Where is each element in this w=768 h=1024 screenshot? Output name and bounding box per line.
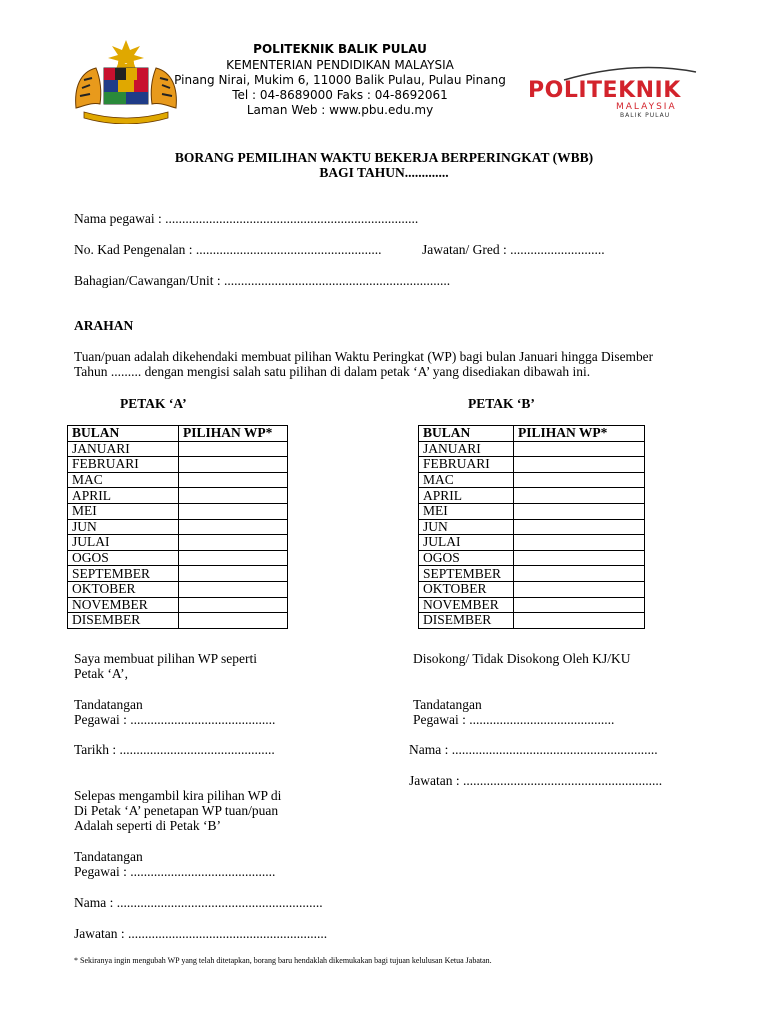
wp-choice-cell[interactable] xyxy=(514,472,645,488)
left-choice-line-1: Saya membuat pilihan WP seperti xyxy=(74,651,257,666)
month-cell: JUN xyxy=(419,519,514,535)
wp-choice-cell[interactable] xyxy=(179,566,288,582)
ministry-name: KEMENTERIAN PENDIDIKAN MALAYSIA xyxy=(226,58,454,72)
month-cell: FEBRUARI xyxy=(68,457,179,473)
field-bahagian[interactable]: Bahagian/Cawangan/Unit : ................................................................... xyxy=(74,273,451,288)
table-row xyxy=(419,535,645,551)
right-signature-label: Tandatangan xyxy=(413,697,482,712)
month-cell: NOVEMBER xyxy=(68,597,179,613)
table-row xyxy=(419,597,645,613)
form-title: BORANG PEMILIHAN WAKTU BEKERJA BERPERINGKAT (WBB) xyxy=(174,150,594,165)
field-kad-pengenalan[interactable]: No. Kad Pengenalan : ....................................................... xyxy=(74,242,382,257)
table-row xyxy=(419,441,645,457)
wp-choice-cell[interactable] xyxy=(179,472,288,488)
wp-choice-cell[interactable] xyxy=(514,457,645,473)
table-header-row xyxy=(68,426,288,442)
table-row xyxy=(68,519,288,535)
table-row xyxy=(68,597,288,613)
left-choice-line-2: Petak ‘A’, xyxy=(74,666,128,681)
month-cell: APRIL xyxy=(68,488,179,504)
table-row xyxy=(68,566,288,582)
wp-choice-cell[interactable] xyxy=(179,457,288,473)
petak-a-table xyxy=(67,425,288,629)
wp-choice-cell[interactable] xyxy=(514,519,645,535)
wp-choice-cell[interactable] xyxy=(514,488,645,504)
month-cell: MEI xyxy=(68,503,179,519)
arahan-line-1: Tuan/puan adalah dikehendaki membuat pilihan Waktu Peringkat (WP) bagi bulan Januari hingga Disember xyxy=(74,349,654,364)
month-cell: OKTOBER xyxy=(419,581,514,597)
wp-choice-cell[interactable] xyxy=(514,566,645,582)
field-jawatan-gred[interactable]: Jawatan/ Gred : ............................ xyxy=(422,242,605,257)
table-row xyxy=(419,581,645,597)
month-cell: SEPTEMBER xyxy=(68,566,179,582)
col-pilihan-header: PILIHAN WP* xyxy=(514,426,645,442)
month-cell: OKTOBER xyxy=(68,581,179,597)
support-line: Disokong/ Tidak Disokong Oleh KJ/KU xyxy=(413,651,631,666)
wp-choice-cell[interactable] xyxy=(179,441,288,457)
website: Laman Web : www.pbu.edu.my xyxy=(246,103,434,117)
table-row xyxy=(419,550,645,566)
petak-a-title: PETAK ‘A’ xyxy=(120,396,187,411)
table-row xyxy=(68,503,288,519)
month-cell: DISEMBER xyxy=(68,613,179,629)
month-cell: MAC xyxy=(68,472,179,488)
month-cell: APRIL xyxy=(419,488,514,504)
col-bulan-header: BULAN xyxy=(419,426,514,442)
footnote: * Sekiranya ingin mengubah WP yang telah ditetapkan, borang baru hendaklah dikemukakan bagi tujuan kelulusan Ketua Jabatan. xyxy=(74,956,492,965)
coat-of-arms-logo xyxy=(70,38,182,124)
address: Pinang Nirai, Mukim 6, 11000 Balik Pulau, Pulau Pinang xyxy=(174,73,506,87)
col-pilihan-header: PILIHAN WP* xyxy=(179,426,288,442)
table-row xyxy=(68,550,288,566)
petak-b-title: PETAK ‘B’ xyxy=(468,396,535,411)
wp-choice-cell[interactable] xyxy=(179,613,288,629)
after-line-1: Selepas mengambil kira pilihan WP di xyxy=(74,788,282,803)
form-subtitle-year: BAGI TAHUN............. xyxy=(319,165,449,180)
month-cell: JANUARI xyxy=(419,441,514,457)
wp-choice-cell[interactable] xyxy=(179,550,288,566)
wp-choice-cell[interactable] xyxy=(179,535,288,551)
month-cell: OGOS xyxy=(68,550,179,566)
month-cell: JUN xyxy=(68,519,179,535)
phone-fax: Tel : 04-8689000 Faks : 04-8692061 xyxy=(232,88,448,102)
month-cell: JULAI xyxy=(68,535,179,551)
table-row xyxy=(419,613,645,629)
logo-wordmark: POLITEKNIK xyxy=(528,78,681,103)
wp-choice-cell[interactable] xyxy=(514,581,645,597)
table-row xyxy=(68,457,288,473)
table-row xyxy=(419,566,645,582)
politeknik-logo xyxy=(524,62,700,122)
petak-b-table xyxy=(418,425,645,629)
table-row xyxy=(419,503,645,519)
table-row xyxy=(419,457,645,473)
month-cell: OGOS xyxy=(419,550,514,566)
month-cell: MEI xyxy=(419,503,514,519)
bottom-position-field[interactable]: Jawatan : ........................................................... xyxy=(74,926,328,941)
month-cell: FEBRUARI xyxy=(419,457,514,473)
wp-choice-cell[interactable] xyxy=(514,597,645,613)
institution-name: POLITEKNIK BALIK PULAU xyxy=(253,42,427,56)
month-cell: DISEMBER xyxy=(419,613,514,629)
wp-choice-cell[interactable] xyxy=(514,441,645,457)
table-row xyxy=(68,581,288,597)
month-cell: MAC xyxy=(419,472,514,488)
right-name-field[interactable]: Nama : ............................................................. xyxy=(409,742,658,757)
bottom-signature-field[interactable]: Pegawai : ........................................... xyxy=(74,864,276,879)
right-signature-field[interactable]: Pegawai : ........................................... xyxy=(413,712,615,727)
wp-choice-cell[interactable] xyxy=(179,503,288,519)
month-cell: NOVEMBER xyxy=(419,597,514,613)
wp-choice-cell[interactable] xyxy=(179,519,288,535)
right-position-field[interactable]: Jawatan : ........................................................... xyxy=(409,773,663,788)
col-bulan-header: BULAN xyxy=(68,426,179,442)
wp-choice-cell[interactable] xyxy=(514,550,645,566)
wp-choice-cell[interactable] xyxy=(179,581,288,597)
table-row xyxy=(419,488,645,504)
after-line-3: Adalah seperti di Petak ‘B’ xyxy=(74,818,221,833)
arahan-heading: ARAHAN xyxy=(74,318,134,333)
wp-choice-cell[interactable] xyxy=(514,503,645,519)
wp-choice-cell[interactable] xyxy=(514,535,645,551)
table-row xyxy=(68,441,288,457)
month-cell: JULAI xyxy=(419,535,514,551)
left-date-field[interactable]: Tarikh : .............................................. xyxy=(74,742,275,757)
logo-campus: BALIK PULAU xyxy=(620,112,671,119)
after-line-2: Di Petak ‘A’ penetapan WP tuan/puan xyxy=(74,803,279,818)
arahan-line-2: Tahun ......... dengan mengisi salah satu pilihan di dalam petak ‘A’ yang disediakan dibawah ini. xyxy=(74,364,591,379)
wp-choice-cell[interactable] xyxy=(179,597,288,613)
table-header-row xyxy=(419,426,645,442)
table-row xyxy=(68,535,288,551)
month-cell: SEPTEMBER xyxy=(419,566,514,582)
wp-choice-cell[interactable] xyxy=(179,488,288,504)
logo-subtitle: MALAYSIA xyxy=(616,102,677,112)
left-signature-label: Tandatangan xyxy=(74,697,143,712)
left-signature-field[interactable]: Pegawai : ........................................... xyxy=(74,712,276,727)
table-row xyxy=(68,488,288,504)
table-row xyxy=(419,472,645,488)
bottom-name-field[interactable]: Nama : ............................................................. xyxy=(74,895,323,910)
field-nama-pegawai[interactable]: Nama pegawai : ........................................................................... xyxy=(74,211,419,226)
bottom-signature-label: Tandatangan xyxy=(74,849,143,864)
wp-choice-cell[interactable] xyxy=(514,613,645,629)
table-row xyxy=(68,613,288,629)
month-cell: JANUARI xyxy=(68,441,179,457)
table-row xyxy=(68,472,288,488)
table-row xyxy=(419,519,645,535)
